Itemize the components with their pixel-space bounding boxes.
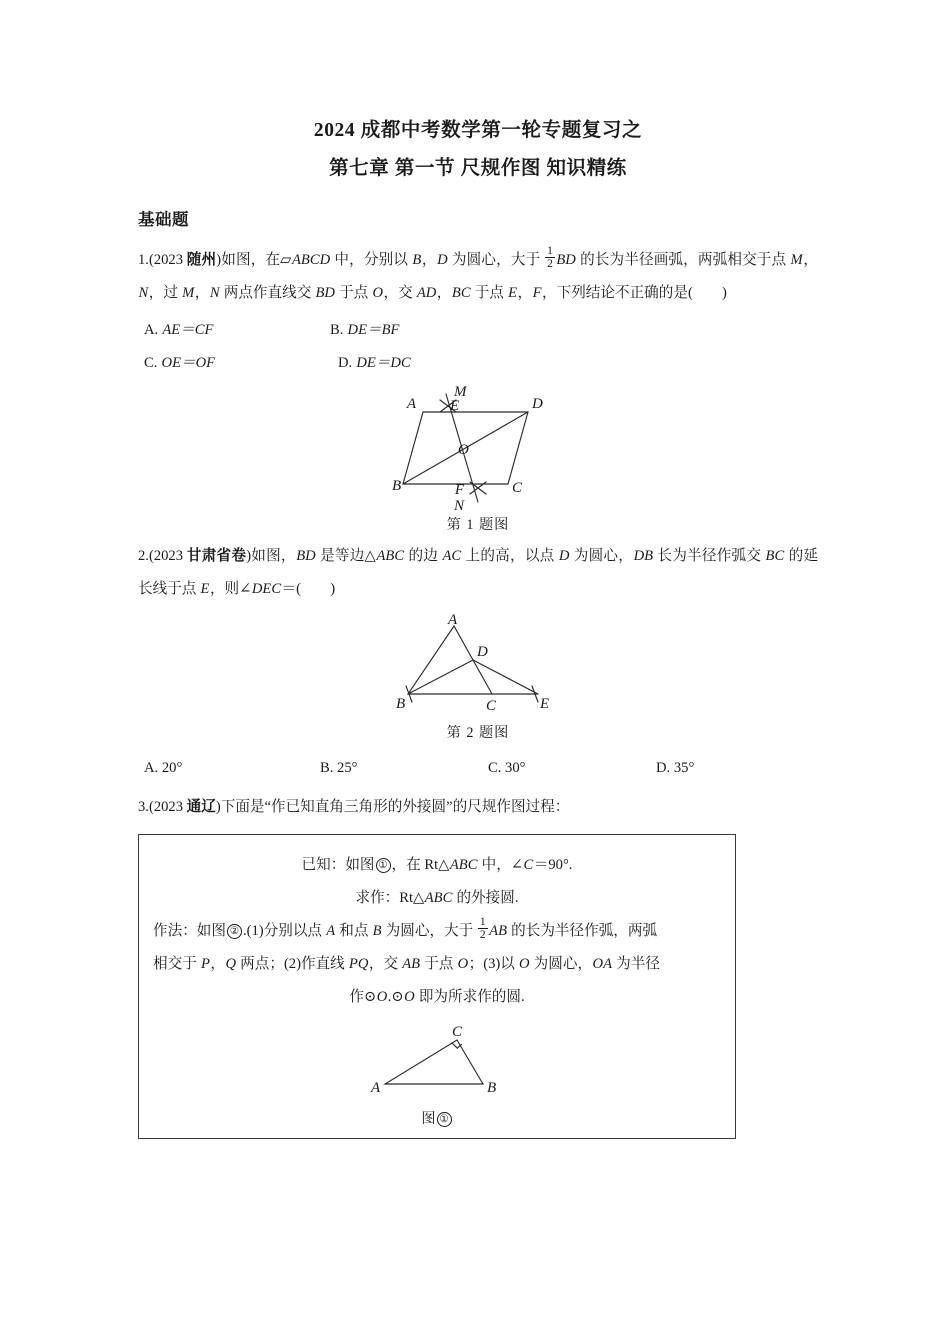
figure-3-caption	[153, 1108, 721, 1128]
q2-option-d[interactable]	[656, 752, 694, 785]
figure-2-label-B: B	[396, 696, 406, 712]
box-required-label: 求作：Rt△	[355, 890, 425, 906]
fraction-one-half	[545, 245, 555, 271]
question-1-text	[138, 244, 818, 310]
box-fraction-denominator: 2	[479, 929, 486, 942]
q1-option-row-1	[138, 314, 818, 347]
question-3-text	[138, 791, 818, 824]
box-method-label: 作法：如图	[153, 923, 226, 939]
circled-number-1-icon: ①	[376, 858, 391, 873]
figure-1-label-O: O	[458, 442, 469, 458]
figure-1-parallelogram	[378, 384, 578, 512]
box-method2-var-o2: O	[518, 956, 530, 972]
q1-var-e: E	[508, 285, 517, 301]
q2-var-dec: DEC	[251, 581, 282, 597]
q1-option-b-text: DE＝BF	[347, 322, 400, 338]
q1-var-ad: AD	[416, 285, 437, 301]
question-2-options	[138, 752, 818, 785]
box-required-var-abc: ABC	[424, 890, 453, 906]
q1-seg-3: ，	[421, 252, 437, 268]
q3-seg-1: )下面是“作已知直角三角形的外接圆”的尺规作图过程：	[215, 799, 570, 815]
q1-var-b: B	[412, 252, 422, 268]
figure-3-label-C: C	[452, 1024, 463, 1040]
q1-var-n: N	[138, 285, 149, 301]
box-method3-seg-1: 作⊙	[349, 989, 377, 1005]
box-method2-seg-8: 为半径	[612, 956, 660, 972]
q2-seg-3: 的边	[404, 548, 442, 564]
q2-seg-8: ，则∠	[209, 581, 252, 597]
box-line-given	[153, 849, 721, 882]
q2-var-bc: BC	[765, 548, 785, 564]
q1-seg-5: 的长为半径画弧，两弧相交于点	[576, 252, 791, 268]
question-2-text	[138, 540, 818, 606]
figure-2-label-A: A	[448, 612, 458, 628]
page-content	[138, 0, 818, 1139]
q1-option-a[interactable]	[144, 314, 214, 347]
q1-seg-8: ，	[194, 285, 210, 301]
q1-seg-12: ，	[436, 285, 452, 301]
box-method3-var-o2: O	[404, 989, 415, 1005]
q1-var-abcd: ABCD	[292, 252, 331, 268]
box-method2-var-oa: OA	[592, 956, 613, 972]
figure-2-label-C: C	[486, 698, 497, 714]
box-method3-seg-2: .⊙	[387, 989, 404, 1005]
q1-seg-11: ，交	[383, 285, 417, 301]
q3-source-city: 通辽	[186, 799, 216, 815]
figure-3-label-A: A	[371, 1080, 381, 1096]
q2-option-a-label: A.	[144, 760, 159, 776]
q2-number: 2.	[138, 548, 149, 564]
q2-var-abc: ABC	[376, 548, 405, 564]
q1-number: 1.	[138, 252, 149, 268]
q1-option-d-label: D.	[338, 355, 353, 371]
box-given-seg-1: ，在 Rt△	[391, 857, 450, 873]
q1-var-bc: BC	[451, 285, 471, 301]
right-angle-marker-icon	[452, 1043, 462, 1048]
box-method2-seg-5: 于点	[420, 956, 458, 972]
q1-var-bd2: BD	[315, 285, 335, 301]
q1-var-n2: N	[209, 285, 220, 301]
q1-option-d-text: DE＝DC	[356, 355, 411, 371]
q1-var-d: D	[437, 252, 448, 268]
box-line-method-2	[153, 948, 721, 981]
q2-option-b-label: B.	[320, 760, 334, 776]
box-method2-var-pq: PQ	[348, 956, 369, 972]
box-method2-seg-3: 两点；(2)作直线	[236, 956, 349, 972]
q2-var-d: D	[558, 548, 570, 564]
q1-option-d[interactable]	[338, 347, 411, 380]
fraction-denominator: 2	[547, 258, 553, 271]
q1-option-c-label: C.	[144, 355, 158, 371]
figure-1-label-A: A	[406, 396, 416, 412]
section-heading: 基础题	[138, 210, 189, 229]
q1-seg-7: ，过	[148, 285, 182, 301]
q1-seg-10: 于点	[335, 285, 372, 301]
q1-source-city: 随州	[186, 252, 217, 268]
q1-seg-9: 两点作直线交	[220, 285, 315, 301]
q2-seg-5: 为圆心，	[569, 548, 634, 564]
fraction-numerator: 1	[547, 245, 553, 258]
box-method2-seg-6: ；(3)以	[468, 956, 519, 972]
box-method-seg-3: 为圆心，大于	[382, 923, 477, 939]
q2-seg-4: 上的高，以点	[461, 548, 559, 564]
q2-option-a-text: 20°	[161, 760, 183, 776]
q2-seg-1: )如图，	[246, 548, 296, 564]
figure-1-label-F: F	[454, 482, 464, 498]
q1-var-o: O	[372, 285, 383, 301]
circled-number-1-caption-icon: ①	[437, 1112, 452, 1127]
q2-seg-6: 长为半径作弧交	[653, 548, 766, 564]
box-method-seg-4: 的长为半径作弧，两弧	[507, 923, 658, 939]
box-method2-seg-1: 相交于	[153, 956, 201, 972]
q2-option-b-text: 25°	[337, 760, 358, 776]
box-given-label: 已知：如图	[301, 857, 375, 873]
q2-var-ac: AC	[442, 548, 462, 564]
q2-option-row	[138, 752, 818, 785]
q1-option-b[interactable]	[330, 314, 400, 347]
q1-source-open: (2023	[148, 252, 187, 268]
figure-1-label-B: B	[392, 478, 402, 494]
figure-1-label-M: M	[454, 384, 467, 400]
q1-seg-6: ，	[803, 252, 818, 268]
box-method-seg-2: 和点	[335, 923, 373, 939]
q1-seg-13: 于点	[471, 285, 508, 301]
box-method2-var-ab: AB	[402, 956, 421, 972]
figure-3-wrapper	[153, 1018, 721, 1128]
box-method2-var-q: Q	[225, 956, 237, 972]
box-fraction-numerator: 1	[479, 916, 486, 929]
fraction-one-half-box	[478, 916, 488, 942]
figure-3-caption-text: 图	[421, 1111, 436, 1127]
q3-number: 3.	[138, 799, 149, 815]
box-given-seg-3: ＝90°.	[533, 857, 573, 873]
box-method-seg-1: .(1)分别以点	[242, 923, 326, 939]
figure-1-wrapper	[138, 384, 818, 534]
right-triangle-outline	[385, 1040, 483, 1084]
box-method2-seg-2: ，	[210, 956, 225, 972]
q2-option-d-label: D.	[656, 760, 671, 776]
box-method2-seg-4: ，交	[368, 956, 402, 972]
title-line-1: 2024 成都中考数学第一轮专题复习之	[313, 120, 643, 141]
figure-1-label-D: D	[532, 396, 543, 412]
title-line-2: 第七章 第一节 尺规作图 知识精练	[329, 158, 627, 179]
figure-3-label-B: B	[487, 1080, 497, 1096]
q2-seg-2: 是等边△	[316, 548, 377, 564]
box-method-var-a: A	[326, 923, 336, 939]
figure-2-caption: 第 2 题图	[446, 725, 510, 741]
box-given-var-abc: ABC	[449, 857, 478, 873]
q2-option-c-text: 30°	[505, 760, 526, 776]
q1-option-c[interactable]	[144, 347, 216, 380]
q1-seg-4: 为圆心，大于	[448, 252, 545, 268]
segment-db	[408, 660, 473, 694]
circled-number-2-icon: ②	[227, 924, 242, 939]
box-line-required	[153, 882, 721, 915]
q1-option-b-label: B.	[330, 322, 344, 338]
q2-source-province: 甘肃省卷	[186, 548, 247, 564]
figure-1-label-N: N	[453, 498, 464, 512]
box-line-method-3	[153, 981, 721, 1014]
q1-option-a-text: AE＝CF	[162, 322, 214, 338]
box-method3-seg-3: 即为所求作的圆.	[415, 989, 525, 1005]
figure-2-triangle	[388, 610, 568, 720]
q3-source-open: (2023	[148, 799, 187, 815]
construction-box	[138, 834, 736, 1139]
q2-seg-7: 的延长线于点	[138, 548, 818, 597]
figure-1-label-E: E	[450, 398, 460, 414]
box-line-method-1	[153, 915, 721, 948]
figure-2-label-E: E	[540, 696, 550, 712]
q1-var-bd: BD	[556, 252, 576, 268]
box-method2-var-o: O	[457, 956, 469, 972]
figure-1-caption: 第 1 题图	[446, 517, 510, 533]
q2-seg-9: ＝( )	[281, 581, 336, 597]
q1-var-m: M	[790, 252, 803, 268]
q2-var-db: DB	[633, 548, 654, 564]
q1-option-c-text: OE＝OF	[161, 355, 216, 371]
q2-option-c-label: C.	[488, 760, 502, 776]
q2-option-d-text: 35°	[673, 760, 695, 776]
box-method3-var-o: O	[376, 989, 388, 1005]
q2-option-a[interactable]	[144, 752, 182, 785]
q1-seg-15: ，下列结论不正确的是( )	[542, 285, 727, 301]
q1-seg-2: 中，分别以	[330, 252, 412, 268]
q1-option-a-label: A.	[144, 322, 159, 338]
box-method2-seg-7: 为圆心，	[530, 956, 593, 972]
box-required-seg: 的外接圆.	[452, 890, 519, 906]
q1-seg-14: ，	[517, 285, 533, 301]
q2-option-c[interactable]	[488, 752, 525, 785]
box-method-var-ab: AB	[489, 923, 507, 939]
q2-source-open: (2023	[148, 548, 187, 564]
box-method-var-b: B	[372, 923, 382, 939]
figure-2-label-D: D	[477, 644, 488, 660]
figure-2-wrapper	[138, 610, 818, 742]
page-title	[138, 112, 818, 188]
q2-var-e: E	[200, 581, 210, 597]
q1-seg-1: )如图，在▱	[216, 252, 292, 268]
q1-var-m2: M	[182, 285, 195, 301]
question-1-options	[138, 314, 818, 380]
figure-3-right-triangle	[357, 1018, 517, 1104]
box-method2-var-p: P	[200, 956, 210, 972]
q2-var-bd: BD	[296, 548, 316, 564]
q1-var-f: F	[532, 285, 542, 301]
q2-option-b[interactable]	[320, 752, 357, 785]
triangle-abc-outline	[408, 626, 492, 694]
figure-1-label-C: C	[512, 480, 523, 496]
box-given-seg-2: 中，∠	[477, 857, 524, 873]
q1-option-row-2	[138, 347, 818, 380]
box-given-var-c: C	[523, 857, 534, 873]
